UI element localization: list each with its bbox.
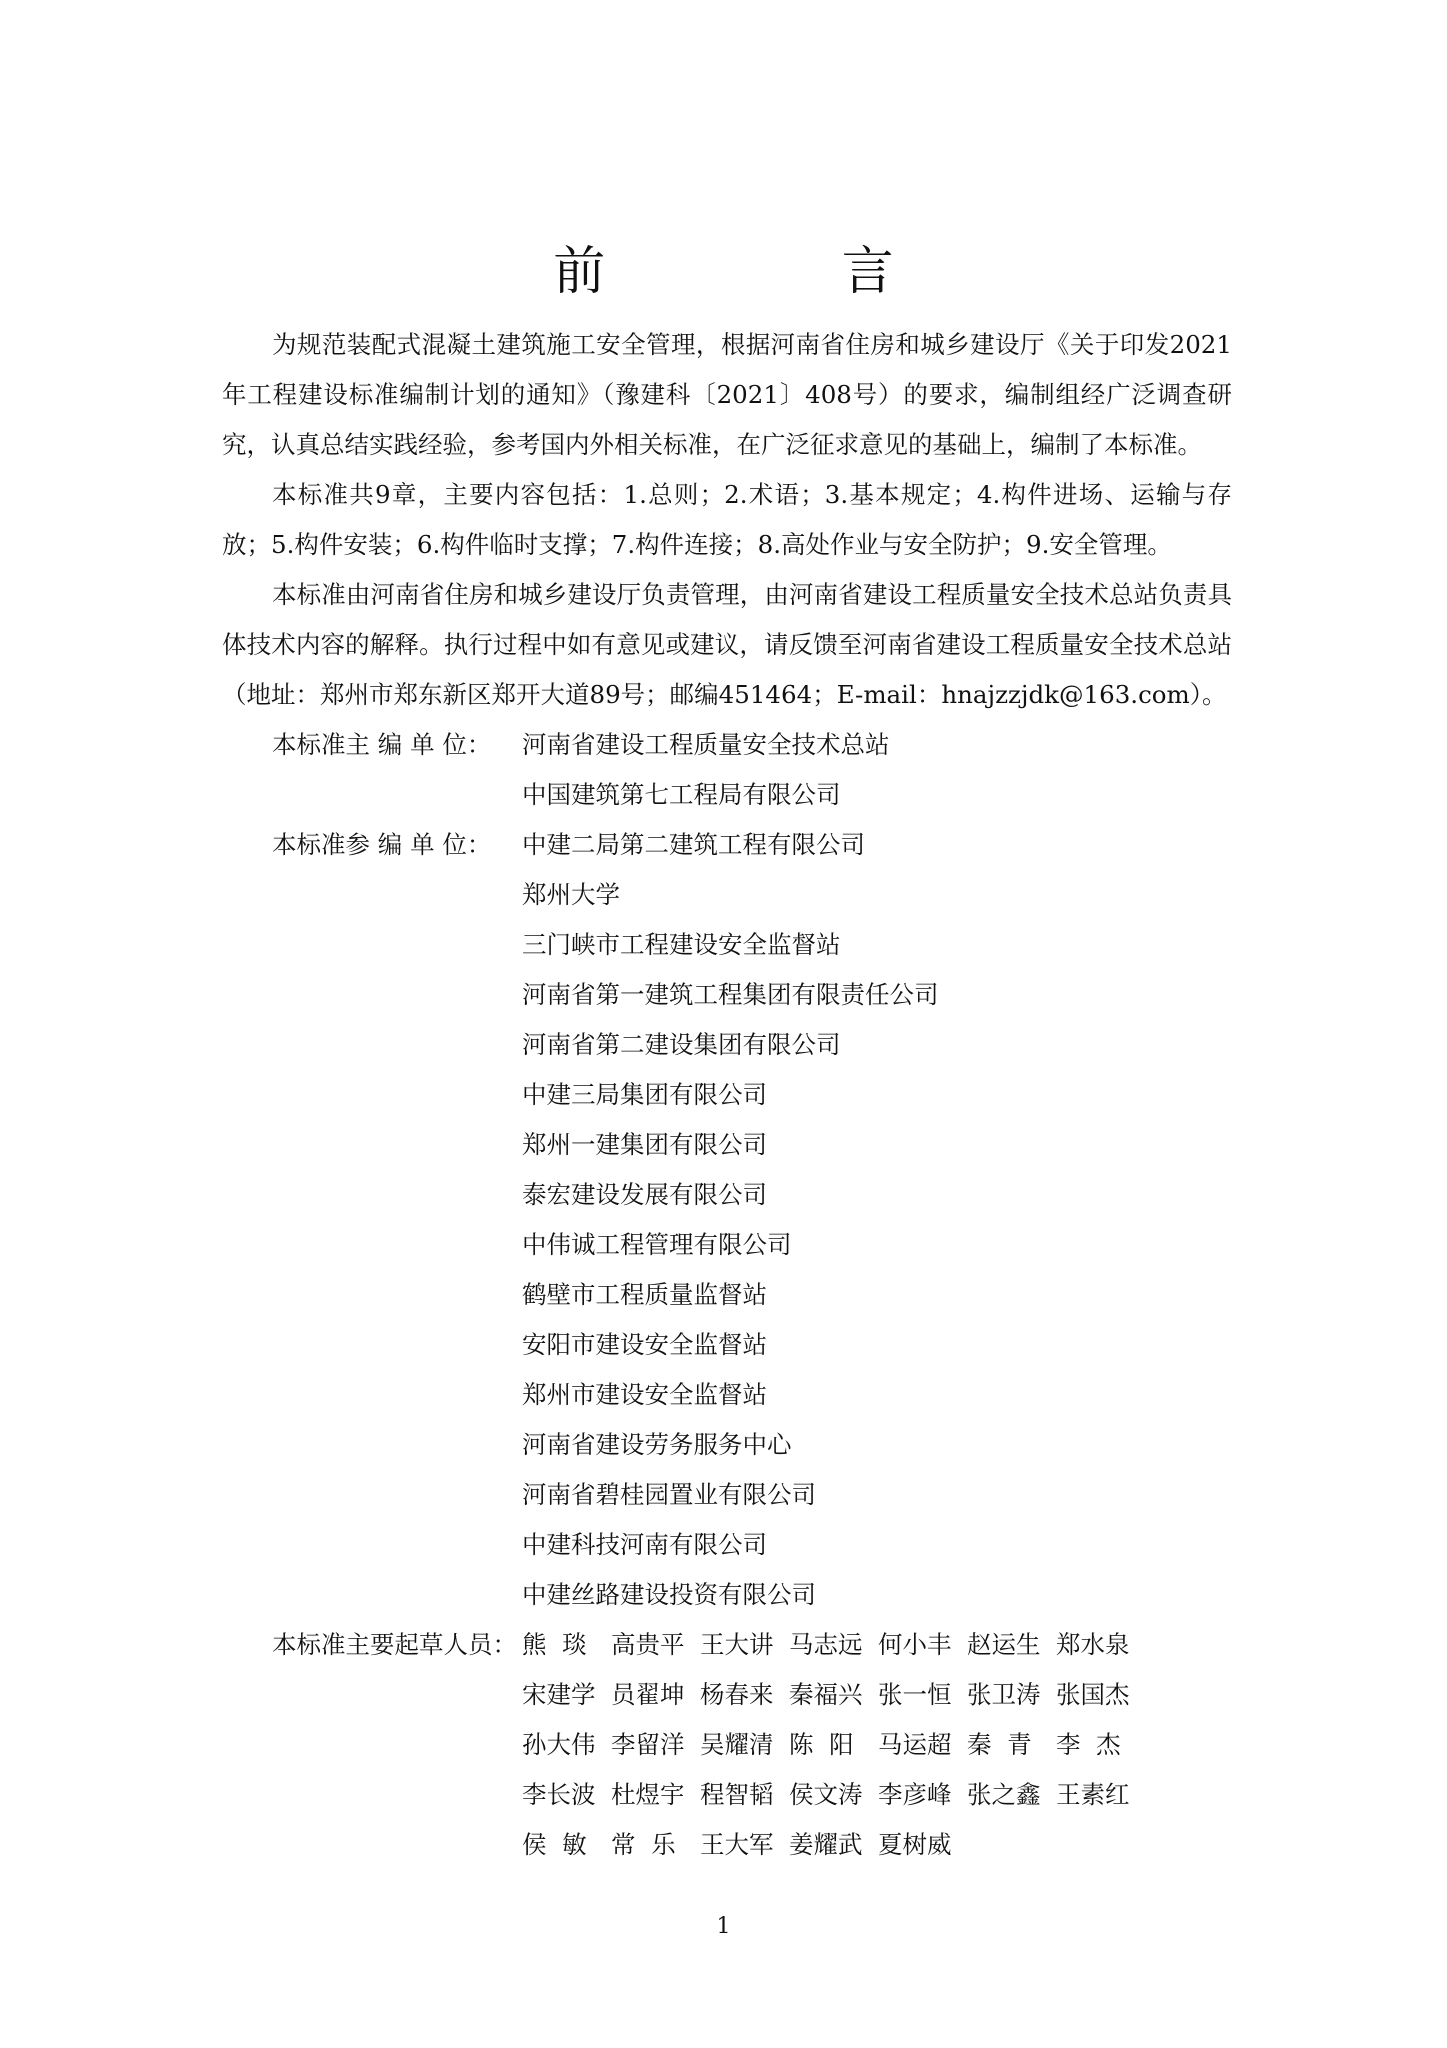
chief-editor-unit: 中国建筑第七工程局有限公司 bbox=[522, 780, 841, 809]
drafter-name: 高贵平 bbox=[611, 1630, 685, 1659]
participant-unit: 郑州一建集团有限公司 bbox=[522, 1130, 767, 1159]
drafters-grid bbox=[522, 1620, 1145, 1870]
participant-unit: 郑州大学 bbox=[522, 880, 620, 909]
drafter-name: 员翟坤 bbox=[611, 1680, 685, 1709]
drafter-name: 常 乐 bbox=[611, 1830, 676, 1859]
drafter-name: 程智韬 bbox=[700, 1780, 774, 1809]
drafter-name: 夏树威 bbox=[878, 1830, 952, 1859]
participant-unit: 郑州市建设安全监督站 bbox=[522, 1380, 767, 1409]
drafter-name: 吴耀清 bbox=[700, 1730, 774, 1759]
drafter-name: 熊 琰 bbox=[522, 1630, 587, 1659]
drafter-name: 马志远 bbox=[789, 1630, 863, 1659]
drafter-name: 王素红 bbox=[1056, 1780, 1130, 1809]
drafter-name: 张国杰 bbox=[1056, 1680, 1130, 1709]
drafter-name: 杜煜宇 bbox=[611, 1780, 685, 1809]
drafter-name: 孙大伟 bbox=[522, 1730, 596, 1759]
drafter-name: 张之鑫 bbox=[967, 1780, 1041, 1809]
drafter-name: 张一恒 bbox=[878, 1680, 952, 1709]
drafter-name: 马运超 bbox=[878, 1730, 952, 1759]
participant-unit: 中建科技河南有限公司 bbox=[522, 1530, 767, 1559]
paragraph-purpose: 为规范装配式混凝土建筑施工安全管理，根据河南省住房和城乡建设厅《关于印发2021年工程建设标准编制计划的通知》（豫建科〔2021〕408号）的要求，编制组经广泛调查研究，认真总结实践经验，参考国内外相关标准，在广泛征求意见的基础上，编制了本标准。 bbox=[222, 330, 1232, 459]
page-title: 前 言 bbox=[553, 242, 1004, 302]
participant-list bbox=[522, 820, 939, 1620]
drafter-name: 张卫涛 bbox=[967, 1680, 1041, 1709]
drafters-label: 本标准主要起草人员： bbox=[272, 1630, 517, 1659]
page-number: 1 bbox=[716, 1914, 731, 1939]
drafter-name: 陈 阳 bbox=[789, 1730, 854, 1759]
participant-unit: 河南省第一建筑工程集团有限责任公司 bbox=[522, 980, 939, 1009]
drafter-name: 姜耀武 bbox=[789, 1830, 863, 1859]
participant-unit: 河南省第二建设集团有限公司 bbox=[522, 1030, 841, 1059]
participant-unit: 鹤壁市工程质量监督站 bbox=[522, 1280, 767, 1309]
participant-label: 本标准参 编 单 位： bbox=[272, 830, 492, 859]
paragraph-contents: 本标准共9章，主要内容包括：1.总则；2.术语；3.基本规定；4.构件进场、运输与存放；5.构件安装；6.构件临时支撑；7.构件连接；8.高处作业与安全防护；9.安全管理。 bbox=[222, 480, 1232, 559]
chief-editor-unit: 河南省建设工程质量安全技术总站 bbox=[522, 730, 890, 759]
drafter-name: 李 杰 bbox=[1056, 1730, 1121, 1759]
chief-editor-list bbox=[522, 720, 890, 820]
participant-unit: 河南省建设劳务服务中心 bbox=[522, 1430, 792, 1459]
drafter-name: 杨春来 bbox=[700, 1680, 774, 1709]
drafter-name: 赵运生 bbox=[967, 1630, 1041, 1659]
participant-unit: 泰宏建设发展有限公司 bbox=[522, 1180, 767, 1209]
drafter-name: 何小丰 bbox=[878, 1630, 952, 1659]
drafter-name: 秦福兴 bbox=[789, 1680, 863, 1709]
chief-editor-label: 本标准主 编 单 位： bbox=[272, 730, 492, 759]
drafter-name: 宋建学 bbox=[522, 1680, 596, 1709]
participant-unit: 中建丝路建设投资有限公司 bbox=[522, 1580, 816, 1609]
drafter-name: 侯 敏 bbox=[522, 1830, 587, 1859]
participant-unit: 中建二局第二建筑工程有限公司 bbox=[522, 830, 865, 859]
drafter-name: 王大讲 bbox=[700, 1630, 774, 1659]
drafter-name: 李彦峰 bbox=[878, 1780, 952, 1809]
drafter-name: 李长波 bbox=[522, 1780, 596, 1809]
paragraph-management: 本标准由河南省住房和城乡建设厅负责管理，由河南省建设工程质量安全技术总站负责具体技术内容的解释。执行过程中如有意见或建议，请反馈至河南省建设工程质量安全技术总站（地址：郑州市郑东新区郑开大道89号；邮编451464；E-mail：hnajzzjdk@163.com）。 bbox=[222, 580, 1232, 709]
drafter-name: 秦 青 bbox=[967, 1730, 1032, 1759]
participant-unit: 河南省碧桂园置业有限公司 bbox=[522, 1480, 816, 1509]
participant-unit: 安阳市建设安全监督站 bbox=[522, 1330, 767, 1359]
drafter-name: 侯文涛 bbox=[789, 1780, 863, 1809]
participant-unit: 中伟诚工程管理有限公司 bbox=[522, 1230, 792, 1259]
participant-unit: 中建三局集团有限公司 bbox=[522, 1080, 767, 1109]
drafter-name: 李留洋 bbox=[611, 1730, 685, 1759]
drafter-name: 郑水泉 bbox=[1056, 1630, 1130, 1659]
drafter-name: 王大军 bbox=[700, 1830, 774, 1859]
participant-unit: 三门峡市工程建设安全监督站 bbox=[522, 930, 841, 959]
